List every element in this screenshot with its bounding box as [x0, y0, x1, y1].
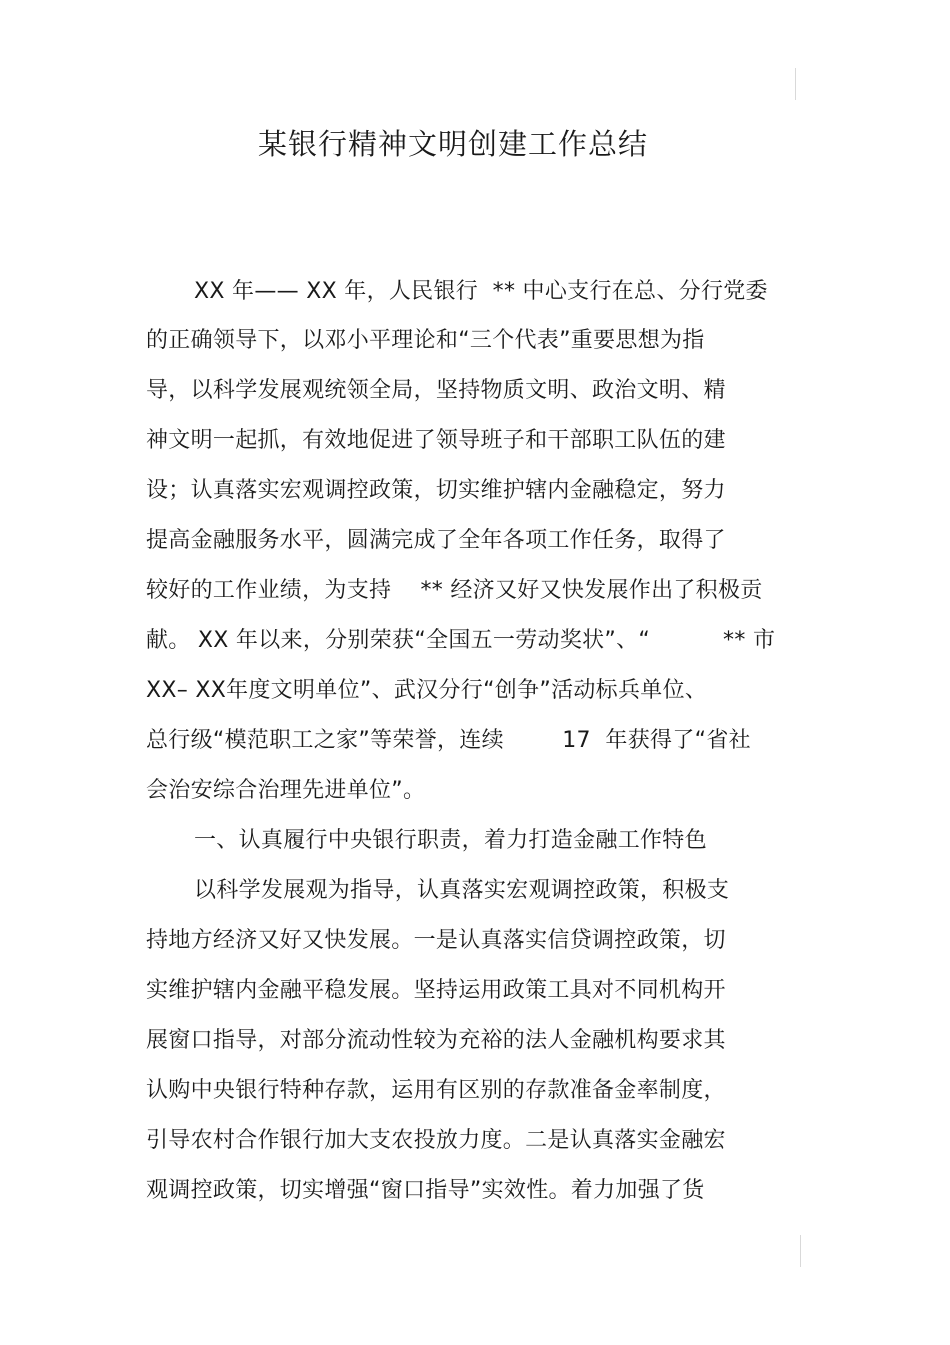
paragraph-line: 实维护辖内金融平稳发展。坚持运用政策工具对不同机构开	[146, 978, 726, 1003]
paragraph-line: 的正确领导下，以邓小平理论和“三个代表”重要思想为指	[146, 328, 705, 353]
section-heading: 一、认真履行中央银行职责，着力打造金融工作特色	[194, 828, 707, 853]
paragraph-line: 总行级“模范职工之家”等荣誉，连续 17 年获得了“省社	[146, 728, 751, 753]
paragraph-line: 提高金融服务水平，圆满完成了全年各项工作任务，取得了	[146, 528, 726, 553]
paragraph-line: 较好的工作业绩，为支持 ** 经济又好又快发展作出了积极贡	[146, 578, 763, 603]
paragraph-line: 引导农村合作银行加大支农投放力度。二是认真落实金融宏	[146, 1128, 726, 1153]
paragraph-line: 观调控政策，切实增强“窗口指导”实效性。着力加强了货	[146, 1178, 705, 1203]
paragraph-line: XX– XX年度文明单位”、武汉分行“创争”活动标兵单位、	[146, 678, 708, 703]
paragraph-line: 神文明一起抓，有效地促进了领导班子和干部职工队伍的建	[146, 428, 726, 453]
page-edge-mark-bottom	[800, 1235, 801, 1267]
paragraph-line: XX 年—— XX 年，人民银行 ** 中心支行在总、分行党委	[194, 279, 768, 304]
paragraph-line: 认购中央银行特种存款，运用有区别的存款准备金率制度，	[146, 1078, 726, 1103]
paragraph-line: 献。 XX 年以来，分别荣获“全国五一劳动奖状”、“ ** 市	[146, 628, 776, 653]
paragraph-line: 设；认真落实宏观调控政策，切实维护辖内金融稳定，努力	[146, 478, 726, 503]
paragraph-line: 会治安综合治理先进单位”。	[146, 778, 426, 803]
paragraph-line: 导，以科学发展观统领全局，坚持物质文明、政治文明、精	[146, 378, 726, 403]
paragraph-line: 展窗口指导，对部分流动性较为充裕的法人金融机构要求其	[146, 1028, 726, 1053]
paragraph-line: 以科学发展观为指导，认真落实宏观调控政策，积极支	[194, 878, 730, 903]
page-edge-mark-top	[795, 68, 796, 100]
document-title: 某银行精神文明创建工作总结	[257, 127, 648, 161]
paragraph-line: 持地方经济又好又快发展。一是认真落实信贷调控政策，切	[146, 928, 726, 953]
